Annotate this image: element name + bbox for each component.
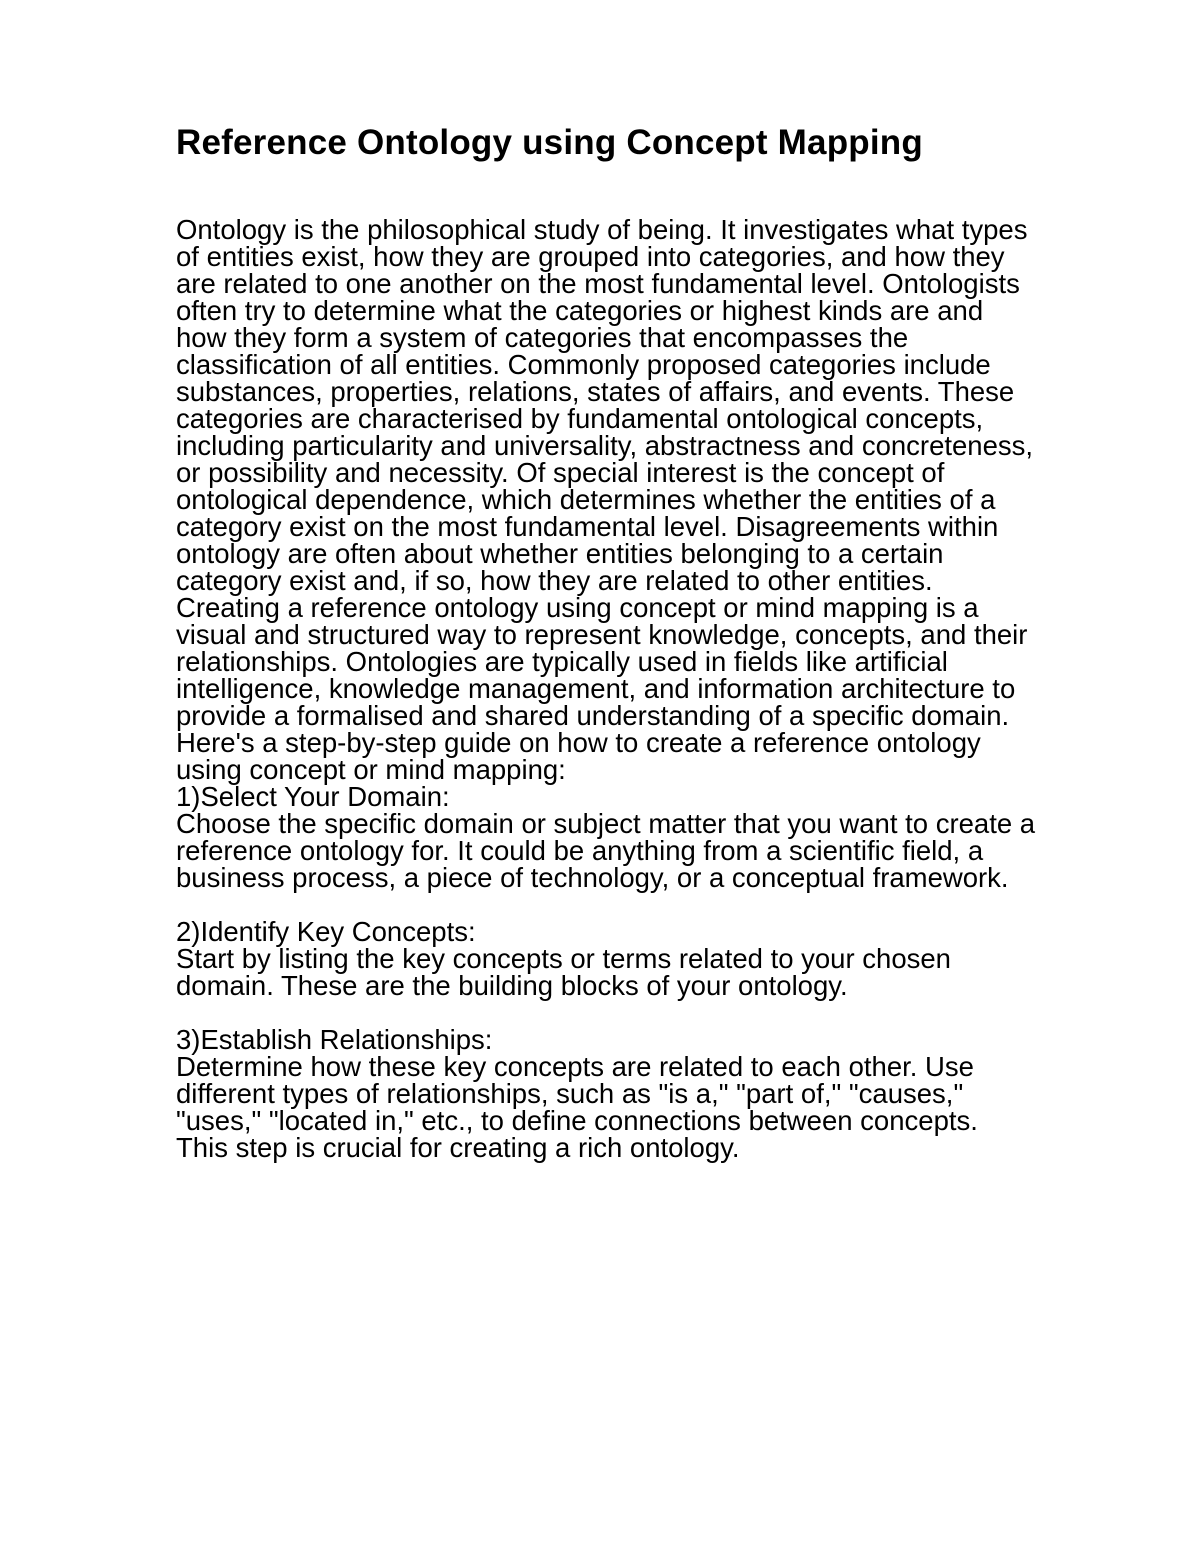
step-select-domain (176, 783, 1036, 891)
step-heading: 1)Select Your Domain: (176, 781, 450, 812)
spacer (176, 999, 1036, 1026)
document-page (176, 123, 1036, 1163)
document-body (176, 216, 1036, 1161)
step-heading: 3)Establish Relationships: (176, 1024, 493, 1055)
step-text: Choose the specific domain or subject matter that you want to create a reference ontology for. It could be anything from a scientific field, a business process, a piece of technology, or a conceptual framework. (176, 808, 1036, 893)
document-title: Reference Ontology using Concept Mapping (176, 123, 923, 162)
paragraph-reference-ontology-intro: Creating a reference ontology using concept or mind mapping is a visual and structured way to represent knowledge, concepts, and their relationships. Ontologies are typically used in fields like artificial intelligence, knowledge management, and information architecture to provide a formalised and shared understanding of a specific domain. Here's a step-by-step guide on how to create a reference ontology using concept or mind mapping: (176, 592, 1028, 785)
step-heading: 2)Identify Key Concepts: (176, 916, 476, 947)
step-text: Determine how these key concepts are related to each other. Use different types of relationships, such as "is a," "part of," "causes," "uses," "located in," etc., to define connections between concepts. This step is crucial for creating a rich ontology. (176, 1051, 978, 1163)
spacer (176, 891, 1036, 918)
step-identify-concepts (176, 918, 1036, 999)
step-establish-relationships (176, 1026, 1036, 1161)
step-text: Start by listing the key concepts or terms related to your chosen domain. These are the building blocks of your ontology. (176, 943, 951, 1001)
paragraph-ontology-definition: Ontology is the philosophical study of being. It investigates what types of entities exist, how they are grouped into categories, and how they are related to one another on the most fundamental level. Ontologists often try to determine what the categories or highest kinds are and how they form a system of categories that encompasses the classification of all entities. Commonly proposed categories include substances, properties, relations, states of affairs, and events. These categories are characterised by fundamental ontological concepts, including particularity and universality, abstractness and concreteness, or possibility and necessity. Of special interest is the concept of ontological dependence, which determines whether the entities of a category exist on the most fundamental level. Disagreements within ontology are often about whether entities belonging to a certain category exist and, if so, how they are related to other entities. (176, 214, 1034, 596)
